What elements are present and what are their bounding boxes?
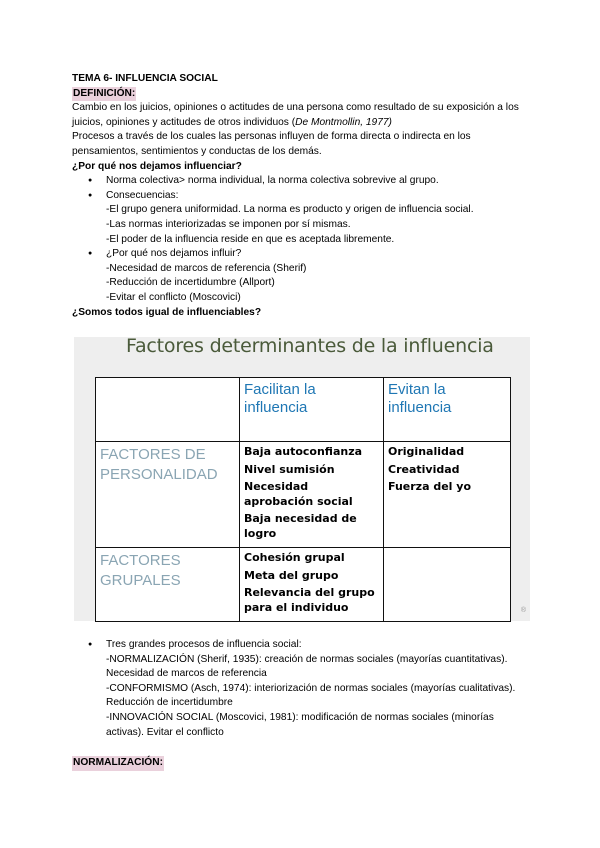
consecuencias-label: Consecuencias: — [106, 189, 179, 201]
proceso-line: -CONFORMISMO (Asch, 1974): interiorización de normas sociales (mayorías cualitativas). Reducción de incertidumbre — [106, 682, 516, 709]
cell-grupales-evitan — [384, 548, 511, 622]
cell-item: Baja necesidad de logro — [244, 512, 357, 540]
cell-item: Necesidad aprobación social — [244, 480, 353, 508]
list-item — [72, 189, 528, 204]
col-header-facilitan: Facilitan la influencia — [240, 378, 384, 442]
table-corner-cell — [96, 378, 240, 442]
cell-item: Nivel sumisión — [244, 462, 335, 476]
figure-title: Factores determinantes de la influencia — [126, 335, 494, 357]
cell-item: Meta del grupo — [244, 568, 339, 582]
proceso-line: -NORMALIZACIÓN (Sherif, 1935): creación de normas sociales (mayorías cuantitativas). Necesidad de marcos de referencia — [106, 653, 508, 680]
influir-line: -Reducción de incertidumbre (Allport) — [106, 277, 275, 289]
cell-item: Cohesión grupal — [244, 551, 345, 564]
definicion-text-2: Procesos a través de los cuales las personas influyen de forma directa o indirecta en los pensamientos, sentimientos y conductas de los demás. — [72, 131, 471, 157]
figure-corner-mark: ® — [520, 607, 526, 615]
factores-table — [95, 377, 511, 622]
cell-personalidad-facilitan — [240, 442, 384, 548]
procesos-list — [72, 638, 528, 740]
consecuencia-line: -El poder de la influencia reside en que es aceptada libremente. — [106, 233, 395, 245]
doc-title: TEMA 6- INFLUENCIA SOCIAL — [72, 73, 218, 84]
definicion-citation: De Montmollin, 1977) — [295, 116, 392, 128]
definicion-heading: DEFINICIÓN: — [72, 87, 136, 102]
influir-line: -Necesidad de marcos de referencia (Sherif) — [106, 262, 307, 274]
cell-item: Relevancia del grupo para el individuo — [244, 586, 375, 614]
cell-item: Originalidad — [388, 445, 465, 458]
consecuencia-line: -Las normas interiorizadas se imponen por sí mismas. — [106, 218, 351, 230]
procesos-section — [72, 638, 528, 740]
cell-item: Creatividad — [388, 462, 460, 476]
row-header-personalidad: FACTORES DE PERSONALIDAD — [96, 442, 240, 548]
col-header-evitan: Evitan la influencia — [384, 378, 511, 442]
porque-list — [72, 174, 528, 305]
influir-line: -Evitar el conflicto (Moscovici) — [106, 291, 241, 303]
cell-item: Fuerza del yo — [388, 480, 471, 493]
cell-item: Baja autoconfianza — [244, 445, 363, 458]
list-item: ● ¿Por qué nos dejamos influir? — [72, 247, 528, 262]
porque-heading: ¿Por qué nos dejamos influenciar? — [72, 160, 242, 172]
factores-figure — [74, 337, 530, 621]
normalizacion-heading: NORMALIZACIÓN: — [72, 756, 164, 771]
normalizacion-section — [72, 756, 164, 771]
list-item: ● Norma colectiva> norma individual, la norma colectiva sobrevive al grupo. — [72, 174, 528, 189]
cell-personalidad-evitan — [384, 442, 511, 548]
proceso-line: -INNOVACIÓN SOCIAL (Moscovici, 1981): modificación de normas sociales (minorías activas). Evitar el conflicto — [106, 711, 494, 738]
row-header-grupales: FACTORES GRUPALES — [96, 548, 240, 622]
definicion-text-1 — [72, 101, 528, 130]
definicion-text-1-main: Cambio en los juicios, opiniones o actitudes de una persona como resultado de su exposición a los juicios, opiniones y actitudes de otros individuos ( — [72, 102, 519, 128]
somos-heading: ¿Somos todos igual de influenciables? — [72, 306, 262, 318]
consecuencia-line: -El grupo genera uniformidad. La norma es producto y origen de influencia social. — [106, 204, 474, 216]
list-item: ● Tres grandes procesos de influencia social: — [72, 638, 528, 653]
cell-grupales-facilitan — [240, 548, 384, 622]
document-body — [72, 72, 528, 320]
